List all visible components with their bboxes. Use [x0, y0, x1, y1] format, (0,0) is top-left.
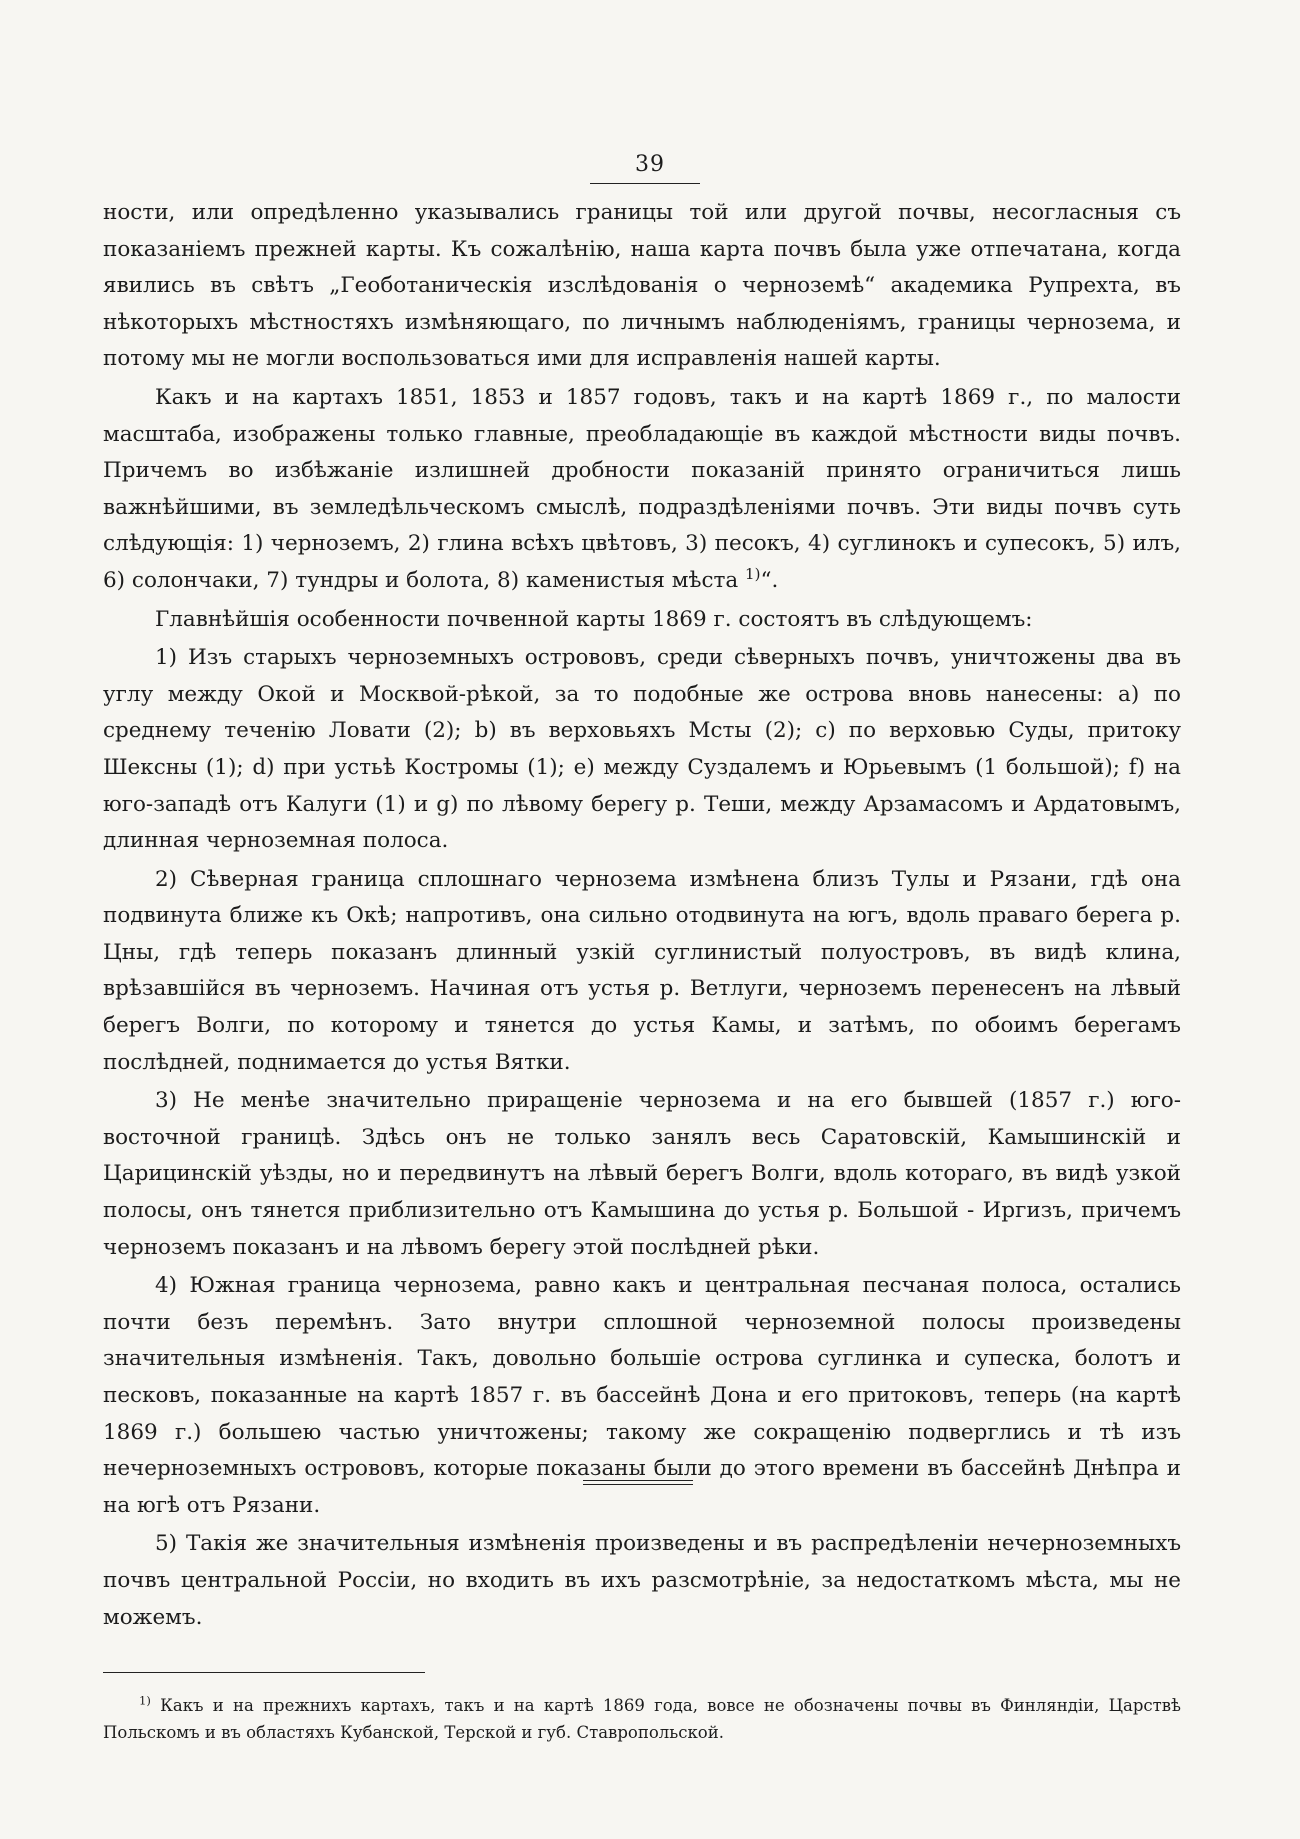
paragraph-features-intro: Главнѣйшія особенности почвенной карты 1869 г. состоятъ въ слѣдующемъ: — [155, 606, 1033, 632]
page-number: 39 — [635, 152, 665, 177]
paragraph-soil-types — [103, 380, 1181, 600]
paragraph-item-1: 1) Изъ старыхъ черноземныхъ острововъ, среди сѣверныхъ почвъ, уничтожены два въ углу между Окой и Москвой-рѣкой, за то подобные же острова вновь нанесены: a) по среднему теченію Ловати (2); b) въ верховьяхъ Мсты (2); c) по верховью Суды, притоку Шексны (1); d) при устьѣ Костромы (1); e) между Суздалемъ и Юрьевымъ (1 большой); f) на юго-западѣ отъ Калуги (1) и g) по лѣвому берегу р. Теши, между Арзамасомъ и Ардатовымъ, длинная черноземная полоса. — [103, 645, 1181, 854]
paragraph-item-2: 2) Сѣверная граница сплошнаго чернозема измѣнена близъ Тулы и Рязани, гдѣ она подвинута ближе къ Окѣ; напротивъ, она сильно отодвинута на югъ, вдоль праваго берега р. Цны, гдѣ теперь показанъ длинный узкій суглинистый полуостровъ, въ видѣ клина, врѣзавшійся въ черноземъ. Начиная отъ устья р. Ветлуги, черноземъ перенесенъ на лѣвый берегъ Волги, по которому и тянется до устья Камы, и затѣмъ, по обоимъ берегамъ послѣдней, поднимается до устья Вятки. — [103, 866, 1181, 1075]
paragraph-item-3: 3) Не менѣе значительно приращеніе чернозема и на его бывшей (1857 г.) юго-восточной границѣ. Здѣсь онъ не только занялъ весь Саратовскій, Камышинскій и Царицинскій уѣзды, но и передвинутъ на лѣвый берегъ Волги, вдоль котораго, въ видѣ узкой полосы, онъ тянется приблизительно отъ Камышина до устья р. Большой - Иргизъ, причемъ черноземъ показанъ и на лѣвомъ берегу этой послѣдней рѣки. — [103, 1088, 1181, 1260]
footnote-rule — [103, 1672, 425, 1673]
paragraph-item-4: 4) Южная граница чернозема, равно какъ и центральная песчаная полоса, остались почти безъ перемѣнъ. Зато внутри сплошной черноземной полосы произведены значительныя измѣненія. Такъ, довольно большіе острова суглинка и супеска, болотъ и песковъ, показанные на картѣ 1857 г. въ бассейнѣ Дона и его притоковъ, теперь (на картѣ 1869 г.) большею частью уничтожены; такому же сокращенію подверглись и тѣ изъ нечерноземныхъ острововъ, которые показаны были до этого времени въ бассейнѣ Днѣпра и на югѣ отъ Рязани. — [103, 1273, 1181, 1518]
paragraph-soil-types-text: Какъ и на картахъ 1851, 1853 и 1857 годовъ, такъ и на картѣ 1869 г., по малости масштаба, изображены только главные, преобладающіе въ каждой мѣстности виды почвъ. Причемъ во избѣжаніе излишней дробности показаній принято ограничиться лишь важнѣйшими, въ земледѣльческомъ смыслѣ, подраздѣленіями почвъ. Эти виды почвъ суть слѣдующія: 1) черноземъ, 2) глина всѣхъ цвѣтовъ, 3) песокъ, 4) суглинокъ и супесокъ, 5) илъ, 6) солончаки, 7) тундры и болота, 8) каменистыя мѣста — [103, 384, 1181, 593]
main-text — [103, 195, 1181, 1636]
footnote-reference-tail: “. — [760, 567, 779, 593]
paragraph-item-5: 5) Такія же значительныя измѣненія произведены и въ распредѣленіи нечерноземныхъ почвъ центральной Россіи, но входить въ ихъ разсмотрѣніе, за недостаткомъ мѣста, мы не можемъ. — [103, 1531, 1181, 1630]
section-end-ornament — [583, 1480, 693, 1488]
footnote-reference[interactable]: 1) — [745, 564, 761, 583]
footnote-marker: 1) — [139, 1693, 151, 1708]
footnote — [103, 1692, 1181, 1746]
page-number-rule — [590, 183, 700, 184]
paragraph-continuation: ности, или опредѣленно указывались границы той или другой почвы, несогласныя съ показаніемъ прежней карты. Къ сожалѣнію, наша карта почвъ была уже отпечатана, когда явились въ свѣтъ „Геоботаническія изслѣдованія о черноземѣ“ академика Рупрехта, въ нѣкоторыхъ мѣстностяхъ измѣняющаго, по личнымъ наблюденіямъ, границы чернозема, и потому мы не могли воспользоваться ими для исправленія нашей карты. — [103, 200, 1181, 372]
footnote-text: Какъ и на прежнихъ картахъ, такъ и на картѣ 1869 года, вовсе не обозначены почвы въ Финляндіи, Царствѣ Польскомъ и въ областяхъ Кубанской, Терской и губ. Ставропольской. — [103, 1696, 1182, 1742]
